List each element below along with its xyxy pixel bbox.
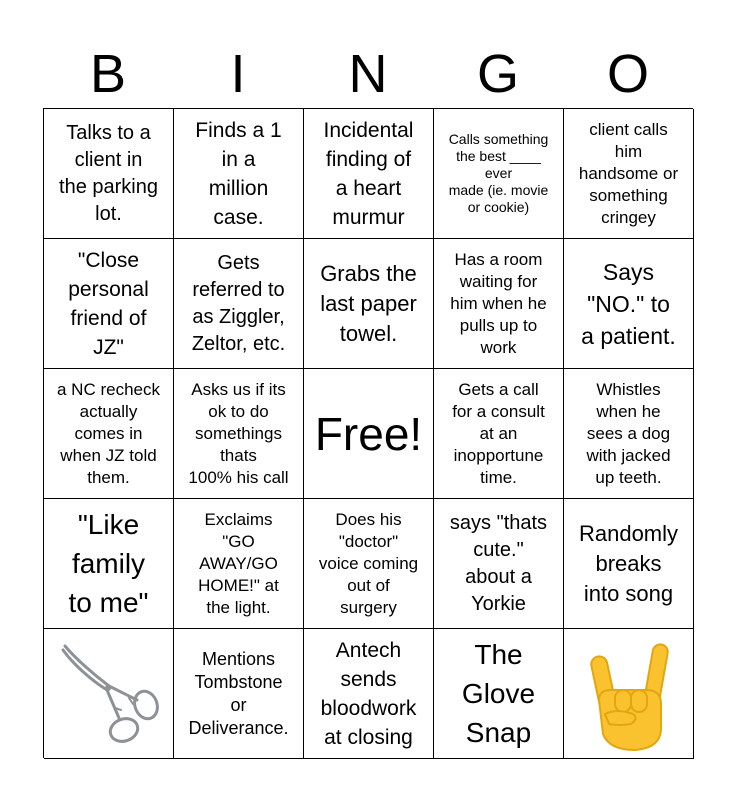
cell-text: Whistles when he sees a dog with jacked up teeth.: [586, 379, 671, 487]
cell-text: a NC recheck actually comes in when JZ told them.: [57, 379, 160, 487]
bingo-cell[interactable]: [44, 109, 174, 239]
cell-text: client calls him handsome or something cringey: [578, 119, 679, 227]
bingo-cell[interactable]: [564, 239, 694, 369]
bingo-cell[interactable]: [564, 369, 694, 499]
bingo-cell[interactable]: [304, 109, 434, 239]
header-letter-i: I: [230, 44, 246, 104]
bingo-cell[interactable]: [44, 499, 174, 629]
bingo-cell[interactable]: [564, 499, 694, 629]
bingo-grid: [43, 108, 693, 758]
cell-text: "Like family to me": [68, 509, 149, 618]
header-letter-n: N: [348, 44, 388, 104]
bingo-cell[interactable]: [304, 499, 434, 629]
bingo-cell[interactable]: [434, 109, 564, 239]
cell-text: Does his "doctor" voice coming out of surgery: [318, 509, 419, 617]
bingo-cell[interactable]: [304, 629, 434, 759]
bingo-cell[interactable]: [434, 369, 564, 499]
bingo-cell[interactable]: [564, 629, 694, 759]
sign-of-the-horns-hand-icon: [569, 634, 689, 754]
cell-text: Incidental finding of a heart murmur: [323, 118, 414, 229]
bingo-cell[interactable]: [174, 369, 304, 499]
cell-text: Antech sends bloodwork at closing: [320, 638, 417, 749]
cell-text: Mentions Tombstone or Deliverance.: [188, 648, 289, 738]
cell-text: Grabs the last paper towel.: [320, 260, 417, 346]
header-letter-g: G: [476, 44, 519, 104]
cell-text: Talks to a client in the parking lot.: [59, 121, 158, 225]
cell-text: Has a room waiting for him when he pulls up to work: [450, 249, 547, 357]
cell-text: Says "NO." to a patient.: [581, 258, 676, 349]
bingo-cell[interactable]: [304, 239, 434, 369]
cell-text: Exclaims "GO AWAY/GO HOME!" at the light.: [198, 509, 279, 617]
bingo-cell[interactable]: [44, 369, 174, 499]
cell-text: Gets referred to as Ziggler, Zeltor, etc.: [191, 251, 286, 355]
bingo-cell[interactable]: [434, 629, 564, 759]
hinge-dot: [105, 685, 111, 691]
bingo-cell[interactable]: [434, 239, 564, 369]
free-space-text: Free!: [314, 407, 423, 460]
cell-text: "Close personal friend of JZ": [68, 248, 149, 359]
header-letter-b: B: [89, 44, 127, 104]
cell-text: The Glove Snap: [461, 639, 536, 748]
bingo-cell[interactable]: [174, 629, 304, 759]
cell-text: says "thats cute." about a Yorkie: [449, 511, 548, 615]
cell-text: Calls something the best ____ ever made (ie. movie or cookie): [448, 131, 549, 215]
cell-text: Gets a call for a consult at an inopportune time.: [452, 379, 545, 487]
bingo-cell[interactable]: [44, 629, 174, 759]
bingo-cell[interactable]: [564, 109, 694, 239]
cell-text: Finds a 1 in a million case.: [195, 118, 282, 229]
bingo-cell[interactable]: [174, 109, 304, 239]
bingo-cell[interactable]: [174, 499, 304, 629]
bingo-cell[interactable]: [44, 239, 174, 369]
cell-text: Randomly breaks into song: [578, 520, 679, 606]
bingo-cell[interactable]: [174, 239, 304, 369]
bingo-header: [43, 40, 693, 108]
bingo-free-cell[interactable]: [304, 369, 434, 499]
hemostat-forceps-icon: [49, 634, 169, 754]
bingo-cell[interactable]: [434, 499, 564, 629]
cell-text: Asks us if its ok to do somethings thats 100% his call: [188, 379, 289, 487]
header-letter-o: O: [606, 44, 649, 104]
